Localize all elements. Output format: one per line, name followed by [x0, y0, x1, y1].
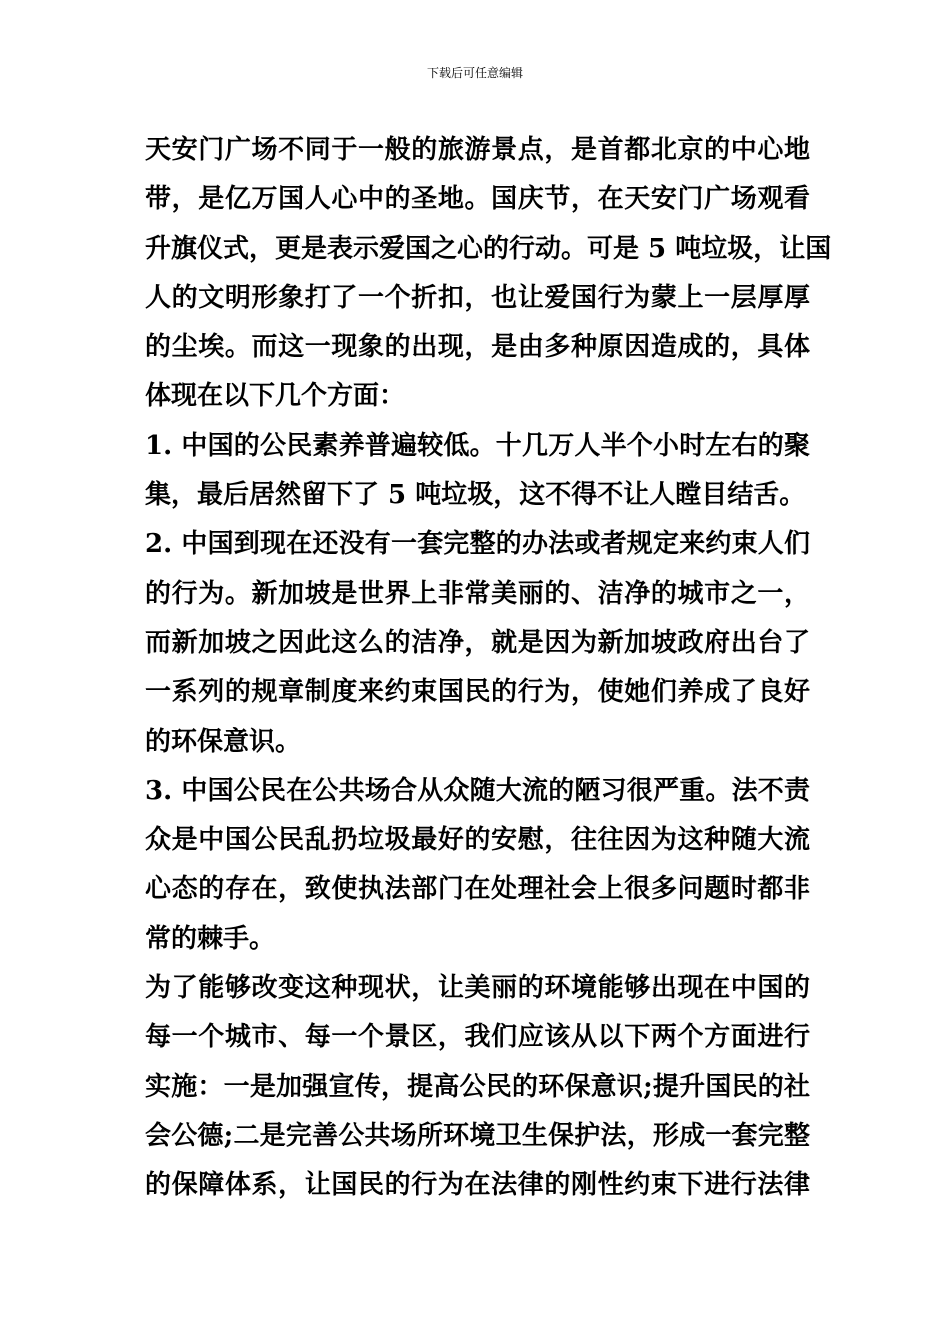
text-line: 的尘埃。而这一现象的出现，是由多种原因造成的，具体	[145, 332, 810, 363]
text-line: 一系列的规章制度来约束国民的行为，使她们养成了良好	[145, 677, 810, 708]
text-line: 的保障体系，让国民的行为在法律的刚性约束下进行法律	[145, 1170, 810, 1201]
text-line: 升旗仪式，更是表示爱国之心的行动。可是 5 吨垃圾，让国	[145, 233, 832, 264]
text-line: 3. 中国公民在公共场合从众随大流的陋习很严重。法不责	[145, 775, 810, 806]
text-line: 人的文明形象打了一个折扣，也让爱国行为蒙上一层厚厚	[145, 282, 810, 313]
text-line: 常的棘手。	[145, 923, 276, 954]
text-line: 的行为。新加坡是世界上非常美丽的、洁净的城市之一，	[145, 578, 810, 609]
text-line: 会公德;二是完善公共场所环境卫生保护法，形成一套完整	[145, 1120, 810, 1151]
text-line: 而新加坡之因此这么的洁净，就是因为新加坡政府出台了	[145, 627, 810, 658]
text-line: 实施：一是加强宣传，提高公民的环保意识;提升国民的社	[145, 1071, 810, 1102]
text-line: 带，是亿万国人心中的圣地。国庆节，在天安门广场观看	[145, 184, 810, 215]
text-line: 每一个城市、每一个景区，我们应该从以下两个方面进行	[145, 1022, 810, 1053]
text-line: 的环保意识。	[145, 726, 302, 757]
text-line: 为了能够改变这种现状，让美丽的环境能够出现在中国的	[145, 973, 810, 1004]
text-line: 集，最后居然留下了 5 吨垃圾，这不得不让人瞠目结舌。	[145, 480, 806, 511]
text-line: 天安门广场不同于一般的旅游景点，是首都北京的中心地	[145, 135, 810, 165]
text-line: 众是中国公民乱扔垃圾最好的安慰，往往因为这种随大流	[145, 825, 810, 856]
document-body	[145, 126, 832, 1211]
text-line: 心态的存在，致使执法部门在处理社会上很多问题时都非	[145, 874, 810, 905]
text-line: 体现在以下几个方面：	[145, 381, 406, 412]
page-header: 下载后可任意编辑	[426, 66, 523, 80]
text-line: 2. 中国到现在还没有一套完整的办法或者规定来约束人们	[145, 529, 810, 560]
text-line: 1. 中国的公民素养普遍较低。十几万人半个小时左右的聚	[145, 430, 810, 461]
